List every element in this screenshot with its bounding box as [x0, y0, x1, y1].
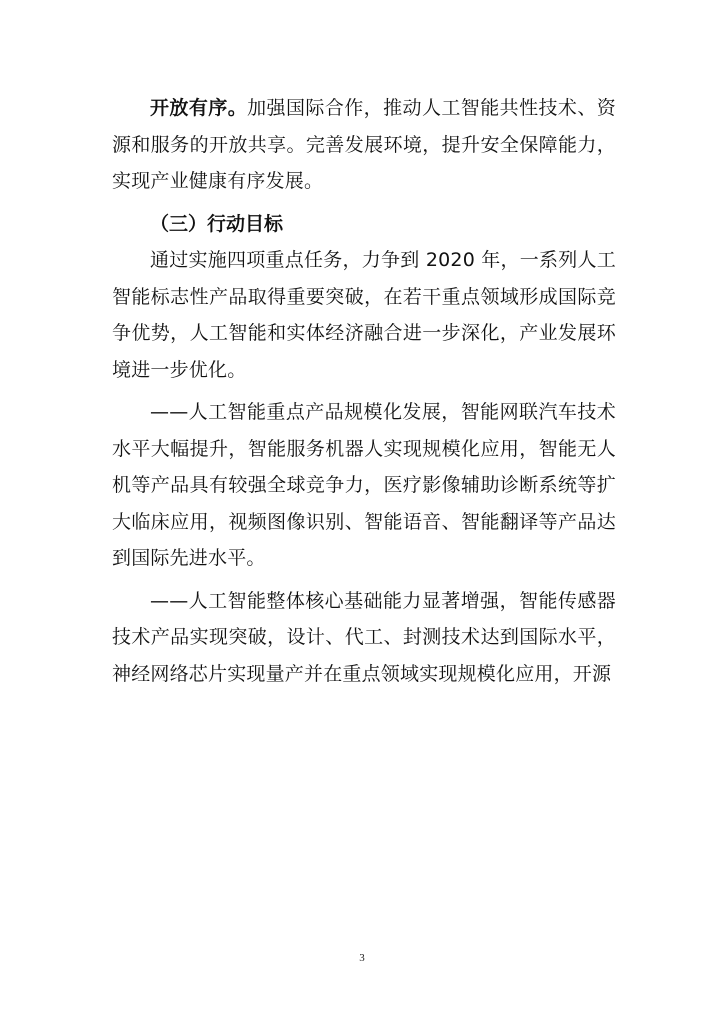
- paragraph-bullet-core-capability: ——人工智能整体核心基础能力显著增强，智能传感器技术产品实现突破，设计、代工、封测技术达到国际水平，神经网络芯片实现量产并在重点领域实现规模化应用，开源: [112, 589, 616, 685]
- paragraph-text: 加强国际合作，推动人工智能共性技术、资源和服务的开放共享。完善发展环境，提升安全保障能力，实现产业健康有序发展。: [112, 97, 616, 192]
- paragraph-goals: 通过实施四项重点任务，力争到 2020 年，一系列人工智能标志性产品取得重要突破，在若干重点领域形成国际竞争优势，人工智能和实体经济融合进一步深化，产业发展环境进一步优化。: [112, 249, 616, 381]
- paragraph-bullet-products: ——人工智能重点产品规模化发展，智能网联汽车技术水平大幅提升，智能服务机器人实现规模化应用，智能无人机等产品具有较强全球竞争力，医疗影像辅助诊断系统等扩大临床应用，视频图像识别、智能语音、智能翻译等产品达到国际先进水平。: [112, 401, 616, 569]
- document-body: [112, 90, 616, 692]
- paragraph-lead-bold: 开放有序。: [150, 97, 248, 119]
- paragraph-open-orderly: [112, 90, 616, 200]
- page-number: 3: [359, 952, 365, 964]
- section-heading: （三）行动目标: [150, 212, 284, 235]
